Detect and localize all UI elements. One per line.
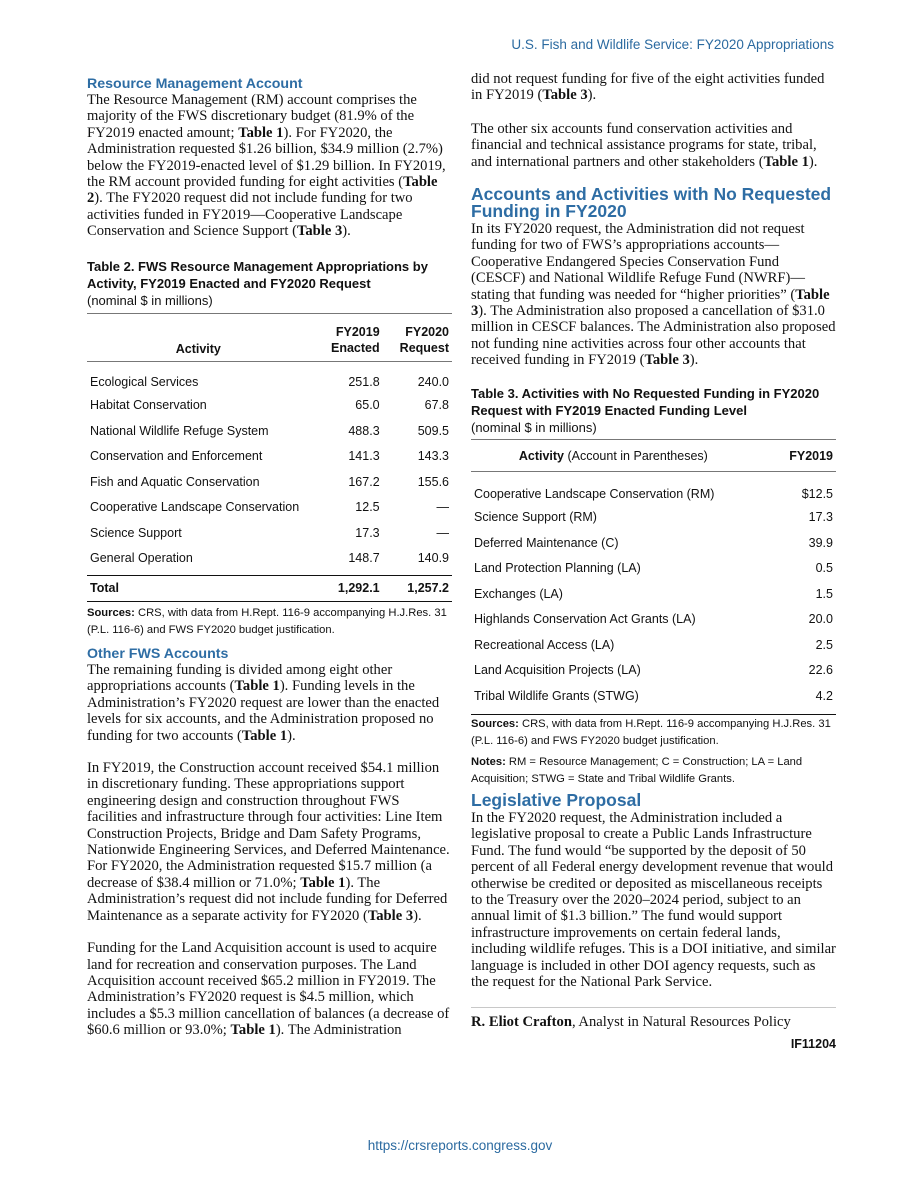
table3-cell-fy2019: 2.5 [815,637,833,652]
table2-cell-fy2019: 488.3 [348,423,380,438]
table3-cell-activity: Exchanges (LA) [474,586,563,601]
table3-cell-activity: Highlands Conservation Act Grants (LA) [474,612,696,627]
table-reference: Table 3 [542,87,588,104]
table-reference: Table 1 [763,153,809,170]
table3-block [471,385,836,788]
table-reference: Table 1 [300,874,346,891]
table-row [471,530,836,556]
table-reference: Table 3 [296,223,343,240]
no-requested-funding-paragraph: In its FY2020 request, the Administration did not request funding for two of FWS’s appropriations accounts—Cooperative Endangered Species Conservation Fund (CESCF) and National Wildlife Refuge Fund (NWRF)—stating that funding was needed for “higher priorities” (Table 3). The Administration also proposed a cancellation of $31.0 million in CESCF balances. The Administration also proposed not funding nine activities across four other accounts that received funding in FY2019 (Table 3). [471,221,836,369]
table3-cell-activity: Recreational Access (LA) [474,637,615,652]
table2-cell-fy2019: 167.2 [348,474,380,489]
table3-notes: Notes: RM = Resource Management; C = Construction; LA = Land Acquisition; STWG = State and Tribal Wildlife Grants. [471,755,803,785]
author-title: , Analyst in Natural Resources Policy [571,1014,791,1030]
table-reference: Table 1 [234,678,280,695]
table3-cell-activity: Tribal Wildlife Grants (STWG) [474,688,639,703]
table2-total-label: Total [90,581,119,595]
table3-caption [471,385,836,436]
table-reference: Table 1 [241,727,288,744]
table2-sources: Sources: CRS, with data from H.Rept. 116-9 accompanying H.J.Res. 31 (P.L. 116-6) and FWS FY2020 budget justification. [87,606,447,636]
table2-body [87,362,452,576]
table2-cell-fy2019: 12.5 [355,500,380,515]
table-row [87,495,452,521]
table2-cell-fy2020: 240.0 [417,374,449,389]
table-row [471,683,836,709]
table-row [471,505,836,531]
table3-cell-activity: Science Support (RM) [474,510,597,525]
table-row [87,469,452,495]
table2-cell-fy2020: 509.5 [417,423,449,438]
table3-cell-activity: Land Protection Planning (LA) [474,561,641,576]
table-reference: Table 3 [471,286,830,320]
table2 [87,313,452,602]
table2-block [87,258,452,639]
table3-header-fy2019: FY2019 [789,448,833,463]
table2-header-fy2019: FY2019 Enacted [331,325,380,355]
continued-paragraph: did not request funding for five of the eight activities funded in FY2019 (Table 3). [471,71,825,104]
table-row [87,418,452,444]
table-reference: Table 1 [238,124,284,141]
table3-cell-fy2019: 1.5 [815,586,833,601]
table-row [471,658,836,684]
table2-cell-fy2020: 155.6 [417,474,449,489]
table2-cell-fy2019: 17.3 [355,525,380,540]
table2-cell-activity: Cooperative Landscape Conservation [90,500,300,515]
table-row [87,546,452,572]
table3-cell-fy2019: 4.2 [815,688,833,703]
author-line [471,1014,836,1030]
table3-header-activity: Activity (Account in Parentheses) [518,448,708,463]
other-six-accounts-paragraph: The other six accounts fund conservation activities and financial and technical assistance programs for state, tribal, and international partners and other stakeholders (Table 1). [471,120,818,170]
rm-account-paragraph: The Resource Management (RM) account comprises the majority of the FWS discretionary budget (81.9% of the FY2019 enacted amount; Table 1). For FY2020, the Administration requested $1.26 billion, $34.9 million (2.7%) below the FY2019-enacted level of $1.29 billion. In FY2019, the RM account provided funding for eight activities (Table 2). The FY2020 request did not include funding for two activities funded in FY2019—Cooperative Landscape Conservation and Science Support (Table 3). [87,92,446,240]
author-name: R. Eliot Crafton [471,1014,572,1030]
table2-cell-fy2020: — [436,500,449,515]
table-reference: Table 2 [87,174,438,207]
construction-paragraph: In FY2019, the Construction account received $54.1 million in discretionary funding. These appropriations support engineering design and construction throughout FWS facilities and infrastructure through four activities: Line Item Construction Projects, Bridge and Dam Safety Programs, Nationwide Engineering Services, and Deferred Maintenance. For FY2020, the Administration requested $15.7 million (a decrease of $38.4 million or 71.0%; Table 1). The Administration’s request did not include funding for Deferred Maintenance as a separate activity for FY2020 (Table 3). [87,760,450,924]
table3-cell-fy2019: 17.3 [808,510,833,525]
table3 [471,439,836,709]
table2-cell-activity: Habitat Conservation [90,398,207,413]
table3-body [471,472,836,709]
table2-cell-fy2019: 65.0 [355,398,380,413]
table-row [471,581,836,607]
legislative-proposal-paragraph: In the FY2020 request, the Administration included a legislative proposal to create a Public Lands Infrastructure Fund. The fund would “be supported by the deposit of 50 percent of all Federal energy development revenue that would otherwise be credited or deposited as miscellaneous receipts to the Treasury over the 2020–2024 period, subject to an annual limit of $1.3 billion.” The fund would support infrastructure improvements on certain federal lands, including wildlife refuges. This is a DOI initiative, and similar language is included in other DOI agency requests, such as the request for the National Park Service. [471,810,836,991]
table2-header-fy2020: FY2020 Request [399,325,449,355]
table3-cell-activity: Deferred Maintenance (C) [474,535,619,550]
table-row [87,520,452,546]
table-row [471,632,836,658]
table3-cell-fy2019: 39.9 [808,535,833,550]
table-row [87,393,452,419]
table2-cell-fy2020: — [436,525,449,540]
table3-cell-activity: Land Acquisition Projects (LA) [474,663,641,678]
land-acquisition-paragraph: Funding for the Land Acquisition account is used to acquire land for recreation and conservation purposes. The Land Acquisition account received $65.2 million in FY2019. The Administration’s FY2020 request is $4.5 million, which includes a $5.3 million cancellation of balances (a decrease of $60.6 million or 93.0%; Table 1). The Administration [87,940,450,1039]
table2-header-activity: Activity [175,342,221,356]
table3-cell-fy2019: $12.5 [801,486,833,501]
table3-cell-fy2019: 0.5 [815,561,833,576]
table3-unit: (nominal $ in millions) [471,420,597,435]
table2-total-fy2019: 1,292.1 [337,581,380,595]
table2-cell-activity: General Operation [90,551,193,566]
table-row [87,362,452,393]
table2-total-fy2020: 1,257.2 [407,581,449,595]
legislative-proposal-heading: Legislative Proposal [471,790,642,810]
table2-title: Table 2. FWS Resource Management Appropriations by Activity, FY2019 Enacted and FY2020 Request [87,259,428,291]
table-row [471,556,836,582]
no-requested-funding-heading: Accounts and Activities with No Requested Funding in FY2020 [471,184,832,221]
table2-cell-activity: Science Support [90,525,182,540]
table3-cell-fy2019: 22.6 [808,663,833,678]
other-accounts-paragraph-1: The remaining funding is divided among eight other appropriations accounts (Table 1). Funding levels in the Administration’s FY2020 request are lower than the enacted levels for six accounts, and the Administration proposed no funding for two accounts (Table 1). [87,662,440,744]
table-reference: Table 3 [367,907,414,924]
table3-sources: Sources: CRS, with data from H.Rept. 116-9 accompanying H.J.Res. 31 (P.L. 116-6) and FWS FY2020 budget justification. [471,717,831,747]
report-id: IF11204 [790,1037,836,1052]
table-row [471,472,836,505]
table3-cell-activity: Cooperative Landscape Conservation (RM) [474,486,715,501]
table2-cell-activity: Fish and Aquatic Conservation [90,474,260,489]
table3-cell-fy2019: 20.0 [808,612,833,627]
table2-unit: (nominal $ in millions) [87,293,213,308]
table2-cell-fy2019: 251.8 [348,374,380,389]
table-reference: Table 3 [644,352,690,369]
table2-cell-fy2019: 148.7 [348,551,380,566]
footer-url-link[interactable]: https://crsreports.congress.gov [367,1138,553,1153]
table2-cell-fy2019: 141.3 [348,449,380,464]
table2-cell-activity: Conservation and Enforcement [90,449,263,464]
table2-cell-fy2020: 140.9 [417,551,449,566]
table-row [471,607,836,633]
rm-account-heading: Resource Management Account [87,76,303,92]
table3-title: Table 3. Activities with No Requested Funding in FY2020 Request with FY2019 Enacted Funding Level [471,386,820,418]
running-header: U.S. Fish and Wildlife Service: FY2020 Appropriations [511,37,834,52]
table2-total-row [87,575,452,601]
table-row [87,444,452,470]
table-reference: Table 1 [230,1022,276,1039]
table2-cell-activity: Ecological Services [90,374,199,389]
table2-cell-fy2020: 67.8 [424,398,449,413]
table2-cell-activity: National Wildlife Refuge System [90,423,269,438]
table2-cell-fy2020: 143.3 [417,449,449,464]
other-accounts-heading: Other FWS Accounts [87,646,229,662]
table2-caption [87,258,452,309]
